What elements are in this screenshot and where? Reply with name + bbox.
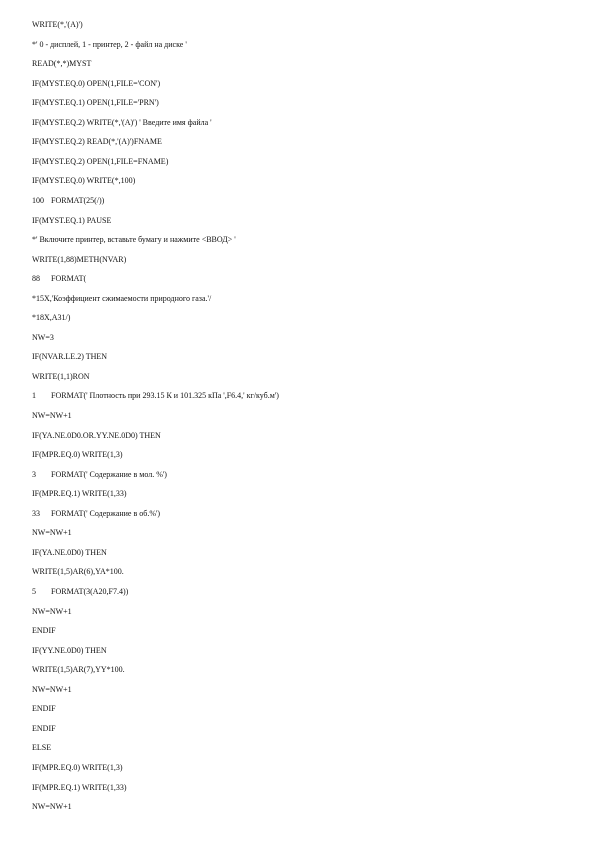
statement-label: 100 <box>32 196 44 205</box>
code-line <box>32 333 54 343</box>
code-line <box>32 313 70 323</box>
code-line <box>32 646 107 656</box>
code-line <box>32 509 160 519</box>
code-line <box>32 255 126 265</box>
code-line <box>32 391 279 401</box>
code-line <box>32 411 72 421</box>
code-text: IF(YY.NE.0D0) THEN <box>32 645 107 655</box>
code-line <box>32 607 72 617</box>
code-text: WRITE(1,1)RON <box>32 371 90 381</box>
code-line <box>32 157 168 167</box>
code-text: WRITE(1,5)AR(7),YY*100. <box>32 665 125 675</box>
code-text: ELSE <box>32 743 52 753</box>
statement-label: 3 <box>32 469 36 479</box>
code-text: IF(MPR.EQ.1) WRITE(1,33) <box>32 782 127 792</box>
code-text: FORMAT(25(/)) <box>51 196 105 205</box>
code-line <box>32 587 128 597</box>
code-text: FORMAT(3(A20,F7.4)) <box>51 587 129 596</box>
code-line <box>32 235 236 245</box>
code-line <box>32 196 104 206</box>
code-text: WRITE(1,5)AR(6),YA*100. <box>32 567 124 577</box>
code-text: *15X,'Коэффициент сжимаемости природного газа.'/ <box>32 293 212 303</box>
code-line <box>32 431 161 441</box>
code-line <box>32 176 135 186</box>
code-line <box>32 626 56 636</box>
statement-label: 5 <box>32 587 36 596</box>
code-line <box>32 528 72 538</box>
code-text: IF(MYST.EQ.1) PAUSE <box>32 215 112 225</box>
code-line <box>32 489 127 499</box>
code-line <box>32 40 187 50</box>
code-line <box>32 704 56 714</box>
code-text: IF(MYST.EQ.0) WRITE(*,100) <box>32 176 136 186</box>
code-text: WRITE(1,88)METH(NVAR) <box>32 254 127 264</box>
code-text: NW=NW+1 <box>32 528 72 538</box>
code-text: IF(NVAR.LE.2) THEN <box>32 352 108 362</box>
code-line <box>32 450 123 460</box>
code-line <box>32 274 86 284</box>
code-text: NW=NW+1 <box>32 802 72 811</box>
code-text: IF(MPR.EQ.1) WRITE(1,33) <box>32 489 127 499</box>
code-line <box>32 294 211 304</box>
code-text: *' Включите принтер, вставьте бумагу и нажмите <ВВОД> ' <box>32 235 236 245</box>
code-text: ENDIF <box>32 723 56 733</box>
code-line <box>32 665 125 675</box>
code-text: IF(MYST.EQ.1) OPEN(1,FILE='PRN') <box>32 98 159 108</box>
code-text: ENDIF <box>32 704 56 714</box>
code-line <box>32 79 160 89</box>
code-text: IF(MPR.EQ.0) WRITE(1,3) <box>32 762 123 772</box>
code-line <box>32 567 124 577</box>
code-text: FORMAT(' Содержание в мол. %') <box>51 469 167 479</box>
statement-label: 1 <box>32 391 36 401</box>
code-text: FORMAT(' Плотность при 293.15 К и 101.325 кПа ',F6.4,' кг/куб.м') <box>51 391 279 401</box>
code-line <box>32 802 72 812</box>
code-text: IF(YA.NE.0D0) THEN <box>32 547 107 557</box>
code-text: NW=NW+1 <box>32 606 72 616</box>
code-text: IF(MPR.EQ.0) WRITE(1,3) <box>32 450 123 460</box>
code-line <box>32 372 90 382</box>
code-line <box>32 724 56 734</box>
code-text: ENDIF <box>32 626 56 636</box>
code-line <box>32 743 51 753</box>
code-text: READ(*,*)MYST <box>32 59 92 69</box>
code-line <box>32 470 167 480</box>
statement-label: 88 <box>32 274 40 284</box>
code-line <box>32 20 83 30</box>
code-text: *18X,A31/) <box>32 313 71 323</box>
code-text: *' 0 - дисплей, 1 - принтер, 2 - файл на диске ' <box>32 39 187 49</box>
code-text: NW=NW+1 <box>32 684 72 694</box>
statement-label: 33 <box>32 508 40 518</box>
code-text: IF(YA.NE.0D0.OR.YY.NE.0D0) THEN <box>32 430 161 440</box>
code-line <box>32 59 91 69</box>
code-line <box>32 685 72 695</box>
code-text: IF(MYST.EQ.2) READ(*,'(A)')FNAME <box>32 137 162 147</box>
code-text: NW=NW+1 <box>32 411 72 420</box>
code-line <box>32 118 212 128</box>
code-line <box>32 783 127 793</box>
code-text: IF(MYST.EQ.0) OPEN(1,FILE='CON') <box>32 78 161 88</box>
code-text: NW=3 <box>32 332 54 342</box>
code-line <box>32 763 123 773</box>
code-text: WRITE(*,'(A)') <box>32 20 83 29</box>
code-line <box>32 137 162 147</box>
code-line <box>32 216 111 226</box>
code-text: FORMAT( <box>51 274 87 284</box>
code-line <box>32 98 159 108</box>
code-text: FORMAT(' Содержание в об.%') <box>51 508 161 518</box>
code-text: IF(MYST.EQ.2) WRITE(*,'(A)') ' Введите имя файла ' <box>32 117 212 127</box>
code-line <box>32 352 107 362</box>
code-line <box>32 548 107 558</box>
code-text: IF(MYST.EQ.2) OPEN(1,FILE=FNAME) <box>32 156 169 166</box>
